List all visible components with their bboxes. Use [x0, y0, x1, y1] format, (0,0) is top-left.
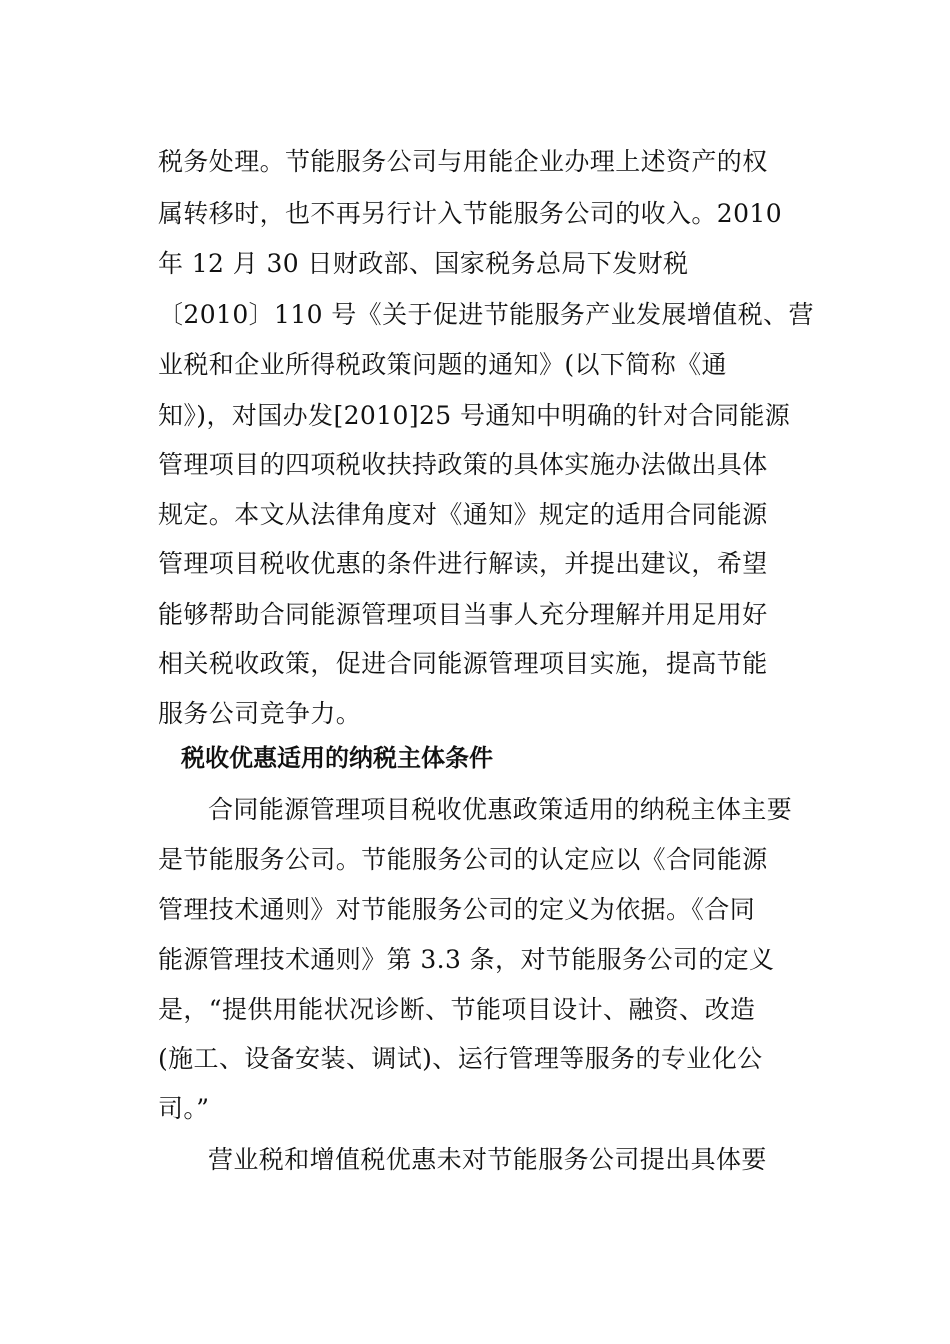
text-line: 是节能服务公司。节能服务公司的认定应以《合同能源: [158, 845, 768, 874]
text-line: 属转移时，也不再另行计入节能服务公司的收入。2010: [158, 199, 783, 228]
text-line: 服务公司竞争力。: [158, 699, 362, 728]
text-line: 知》)，对国办发[2010]25 号通知中明确的针对合同能源: [158, 401, 791, 430]
text-line: 能源管理技术通则》第 3.3 条，对节能服务公司的定义: [158, 945, 775, 974]
section-heading: 税收优惠适用的纳税主体条件: [181, 744, 493, 772]
text-line: 营业税和增值税优惠未对节能服务公司提出具体要: [208, 1145, 767, 1174]
text-line: 业税和企业所得税政策问题的通知》(以下简称《通: [158, 350, 727, 379]
text-line: 规定。本文从法律角度对《通知》规定的适用合同能源: [158, 500, 768, 529]
text-line: 管理技术通则》对节能服务公司的定义为依据。《合同: [158, 895, 756, 924]
text-line: 合同能源管理项目税收优惠政策适用的纳税主体主要: [208, 795, 793, 824]
text-line: (施工、设备安装、调试)、运行管理等服务的专业化公: [158, 1044, 763, 1073]
text-line: 年 12 月 30 日财政部、国家税务总局下发财税: [158, 249, 689, 278]
text-line: 司。”: [158, 1094, 210, 1123]
text-line: 是，“提供用能状况诊断、节能项目设计、融资、改造: [158, 995, 756, 1024]
text-line: 〔2010〕110 号《关于促进节能服务产业发展增值税、营: [158, 300, 814, 329]
text-line: 相关税收政策，促进合同能源管理项目实施，提高节能: [158, 649, 768, 678]
text-line: 管理项目税收优惠的条件进行解读，并提出建议，希望: [158, 549, 768, 578]
text-line: 税务处理。节能服务公司与用能企业办理上述资产的权: [158, 147, 768, 176]
text-line: 管理项目的四项税收扶持政策的具体实施办法做出具体: [158, 450, 768, 479]
text-line: 能够帮助合同能源管理项目当事人充分理解并用足用好: [158, 600, 768, 629]
